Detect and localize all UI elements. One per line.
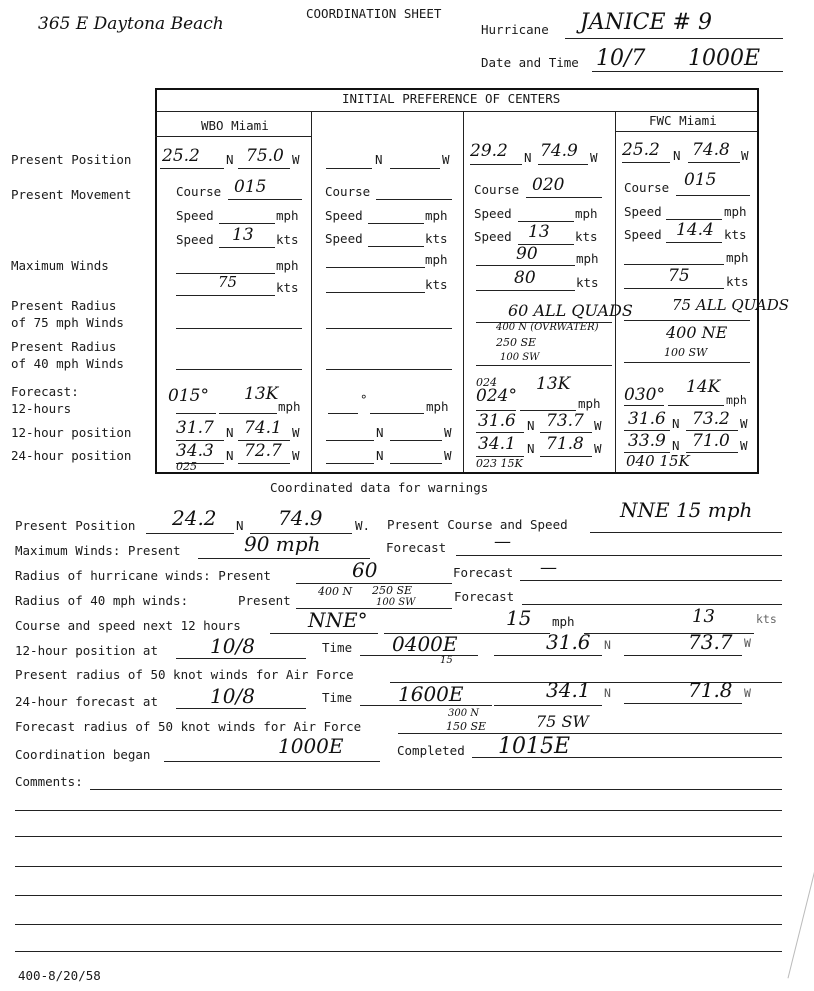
c2-fc-mph: mph bbox=[426, 399, 449, 414]
c4-speed-label: Speed bbox=[624, 204, 662, 219]
af50-label: Present radius of 50 knot winds for Air Force bbox=[15, 667, 354, 682]
c2-pos24-n: N bbox=[376, 448, 384, 463]
fc24-lat: 34.1 bbox=[546, 678, 591, 702]
c2-course-label: Course bbox=[325, 184, 371, 199]
next12-mph-value: 15 bbox=[506, 606, 532, 630]
fc50-b: 150 SE bbox=[446, 720, 487, 733]
c1-w: W bbox=[292, 152, 300, 167]
radius40-value-b: 250 SE bbox=[372, 584, 413, 597]
radius40-value-c: 100 SW bbox=[376, 597, 416, 608]
row-label-radius75-2: of 75 mph Winds bbox=[11, 315, 124, 330]
c4-pos24-w: W bbox=[740, 438, 748, 453]
c4-radius75: 75 ALL QUADS bbox=[672, 296, 789, 314]
forecast-dash-1: — bbox=[494, 532, 511, 552]
hurricane-label: Hurricane bbox=[481, 22, 549, 37]
c1-max-mph: mph bbox=[276, 258, 299, 273]
present-position-label: Present Position bbox=[15, 518, 136, 533]
fc50-a: 300 N bbox=[448, 708, 480, 719]
row-label-present-movement: Present Movement bbox=[11, 187, 132, 202]
date-value: 10/7 bbox=[596, 46, 646, 71]
c4-radius40-b: 100 SW bbox=[664, 346, 708, 359]
c4-pos12-n: N bbox=[672, 416, 680, 431]
c2-pos12-n: N bbox=[376, 425, 384, 440]
forecast-label-3: Forecast bbox=[454, 589, 515, 604]
c3-speed2-label: Speed bbox=[474, 229, 512, 244]
c4-course-label: Course bbox=[624, 180, 670, 195]
c3-speed-kts: 13 bbox=[528, 222, 550, 242]
max-winds-value: 90 mph bbox=[244, 532, 321, 556]
c4-pos12-lat: 31.6 bbox=[628, 409, 666, 429]
c4-speed2-label: Speed bbox=[624, 227, 662, 242]
c4-w: W bbox=[741, 148, 749, 163]
row-label-12-hour-position: 12-hour position bbox=[11, 425, 132, 440]
c1-pos12-lat: 31.7 bbox=[176, 418, 214, 438]
c4-pos12-w: W bbox=[740, 416, 748, 431]
row-label-present-position: Present Position bbox=[11, 152, 132, 167]
max-winds-label: Maximum Winds: Present bbox=[15, 543, 181, 558]
hurricane-name: JANICE # 9 bbox=[580, 10, 712, 35]
c2-max-mph: mph bbox=[425, 252, 448, 267]
c3-course-label: Course bbox=[474, 182, 520, 197]
pos12-time-sub: 15 bbox=[440, 655, 453, 666]
c3-course: 020 bbox=[532, 175, 565, 195]
present-lat: 24.2 bbox=[172, 506, 217, 530]
c3-fc-speed: 13K bbox=[536, 374, 571, 394]
c1-course-label: Course bbox=[176, 184, 222, 199]
column-header-wbo: WBO Miami bbox=[201, 118, 269, 133]
c3-speed-label: Speed bbox=[474, 206, 512, 221]
fc24-time: 1600E bbox=[398, 682, 464, 706]
c3-pos12-n: N bbox=[527, 418, 535, 433]
c1-course: 015 bbox=[234, 177, 267, 197]
c1-speed-kts: 13 bbox=[232, 225, 254, 245]
c1-pos24-lat: 34.3 bbox=[176, 441, 214, 461]
c3-radius40-a: 400 N (OVRWATER) bbox=[496, 322, 599, 333]
pos12-label: 12-hour position at bbox=[15, 643, 158, 658]
c3-max-mph-label: mph bbox=[576, 251, 599, 266]
c3-max-kts: 80 bbox=[514, 268, 536, 288]
table-title: INITIAL PREFERENCE OF CENTERS bbox=[342, 91, 561, 106]
c1-pos24-n: N bbox=[226, 448, 234, 463]
c2-pos24-w: W bbox=[444, 448, 452, 463]
c4-radius40-a: 400 NE bbox=[666, 323, 728, 342]
pos12-lon: 73.7 bbox=[688, 630, 733, 654]
pos12-n: N bbox=[604, 638, 611, 652]
date-time-label: Date and Time bbox=[481, 55, 579, 70]
location-note: 365 E Daytona Beach bbox=[38, 14, 224, 34]
pos12-date: 10/8 bbox=[210, 634, 255, 658]
c4-pos12-lon: 73.2 bbox=[692, 409, 730, 429]
hurricane-radius-value: 60 bbox=[352, 558, 378, 582]
c1-fc-course: 015° bbox=[168, 386, 209, 406]
c3-present-lon: 74.9 bbox=[540, 141, 578, 161]
c3-pos24-w: W bbox=[594, 441, 602, 456]
column-header-fwc: FWC Miami bbox=[649, 113, 717, 128]
c4-pos24-lat: 33.9 bbox=[628, 431, 666, 451]
c4-fc-mph: mph bbox=[726, 393, 747, 407]
c4-fc-speed: 14K bbox=[686, 377, 721, 397]
fc50-label: Forecast radius of 50 knot winds for Air Force bbox=[15, 719, 362, 734]
c3-pos24-note: 023 15K bbox=[476, 457, 523, 470]
c3-pos24-lon: 71.8 bbox=[546, 434, 584, 454]
c4-pos24-note: 040 15K bbox=[626, 452, 690, 470]
c4-present-lon: 74.8 bbox=[692, 140, 730, 160]
c1-fc-mph: mph bbox=[278, 399, 301, 414]
forecast-label-1: Forecast bbox=[386, 540, 447, 555]
c2-speed-label: Speed bbox=[325, 208, 363, 223]
fc24-date: 10/8 bbox=[210, 684, 255, 708]
c4-kts: kts bbox=[724, 227, 747, 242]
c1-pos12-n: N bbox=[226, 425, 234, 440]
row-label-forecast: Forecast: bbox=[11, 384, 79, 399]
pos12-time: 0400E bbox=[392, 632, 458, 656]
c1-speed2-label: Speed bbox=[176, 232, 214, 247]
c1-kts: kts bbox=[276, 232, 299, 247]
present-lon: 74.9 bbox=[278, 506, 323, 530]
fc24-label: 24-hour forecast at bbox=[15, 694, 158, 709]
pos12-lat: 31.6 bbox=[546, 630, 591, 654]
hurricane-radius-label: Radius of hurricane winds: Present bbox=[15, 568, 271, 583]
row-label-radius40-1: Present Radius bbox=[11, 339, 117, 354]
c2-kts: kts bbox=[425, 231, 448, 246]
c3-fc-mph: mph bbox=[578, 396, 601, 411]
completed-value: 1015E bbox=[498, 734, 571, 759]
next12-kts-value: 13 bbox=[692, 606, 715, 627]
forecast-dash-2: — bbox=[540, 558, 557, 578]
c4-n: N bbox=[673, 148, 681, 163]
c1-fc-speed: 13K bbox=[244, 384, 279, 404]
c2-deg: ° bbox=[360, 392, 368, 407]
c4-mph: mph bbox=[724, 204, 747, 219]
c3-mph: mph bbox=[575, 206, 598, 221]
c3-radius40-c: 100 SW bbox=[500, 352, 540, 363]
next12-label: Course and speed next 12 hours bbox=[15, 618, 241, 633]
c4-course: 015 bbox=[684, 170, 717, 190]
present-w: W. bbox=[355, 518, 371, 533]
c1-present-lat: 25.2 bbox=[162, 146, 200, 166]
c1-speed-label: Speed bbox=[176, 208, 214, 223]
present-n: N bbox=[236, 518, 244, 533]
c1-present-lon: 75.0 bbox=[246, 146, 284, 166]
fc50-c: 75 SW bbox=[536, 712, 589, 731]
c2-pos12-w: W bbox=[444, 425, 452, 440]
course-speed-label: Present Course and Speed bbox=[387, 517, 568, 532]
c2-speed2-label: Speed bbox=[325, 231, 363, 246]
c2-mph: mph bbox=[425, 208, 448, 223]
c4-present-lat: 25.2 bbox=[622, 140, 660, 160]
c1-pos24-w: W bbox=[292, 448, 300, 463]
row-label-24-hour-position: 24-hour position bbox=[11, 448, 132, 463]
c3-max-mph: 90 bbox=[516, 244, 538, 264]
c3-pos12-w: W bbox=[594, 418, 602, 433]
c1-max-kts: 75 bbox=[218, 273, 238, 291]
c4-max-kts: 75 bbox=[668, 266, 690, 286]
c4-speed-kts: 14.4 bbox=[676, 220, 714, 240]
c1-max-kts-label: kts bbox=[276, 280, 299, 295]
c4-fc-course: 030° bbox=[624, 385, 665, 405]
c2-n: N bbox=[375, 152, 383, 167]
pos12-w: W bbox=[744, 636, 751, 650]
comments-label: Comments: bbox=[15, 774, 83, 789]
c2-w: W bbox=[442, 152, 450, 167]
next12-direction: NNE° bbox=[308, 608, 368, 632]
c1-n: N bbox=[226, 152, 234, 167]
c4-max-mph: mph bbox=[726, 250, 749, 265]
c4-max-kts-label: kts bbox=[726, 274, 749, 289]
next12-kts-label: kts bbox=[756, 612, 777, 626]
c1-pos12-w: W bbox=[292, 425, 300, 440]
coordination-began-value: 1000E bbox=[278, 734, 344, 758]
c3-n: N bbox=[524, 150, 532, 165]
radius40-value-a: 400 N bbox=[318, 585, 353, 598]
next12-mph-label: mph bbox=[552, 614, 575, 629]
row-label-radius75-1: Present Radius bbox=[11, 298, 117, 313]
c3-present-lat: 29.2 bbox=[470, 141, 508, 161]
c1-pos24-note: 025 bbox=[176, 460, 197, 473]
c3-radius75: 60 ALL QUADS bbox=[508, 301, 633, 320]
c3-pos24-lat: 34.1 bbox=[478, 434, 516, 454]
time-value: 1000E bbox=[688, 46, 761, 71]
coordination-began-label: Coordination began bbox=[15, 747, 151, 762]
radius40-present-label: Present bbox=[238, 593, 291, 608]
c3-kts: kts bbox=[575, 229, 598, 244]
radius40-label: Radius of 40 mph winds: bbox=[15, 593, 189, 608]
form-number: 400-8/20/58 bbox=[18, 968, 101, 983]
fc24-w: W bbox=[744, 686, 751, 700]
c1-pos24-lon: 72.7 bbox=[244, 441, 282, 461]
page-title: COORDINATION SHEET bbox=[306, 6, 442, 21]
c3-w: W bbox=[590, 150, 598, 165]
c4-pos24-n: N bbox=[672, 438, 680, 453]
c3-pos24-n: N bbox=[527, 441, 535, 456]
c3-radius40-b: 250 SE bbox=[496, 336, 537, 349]
c1-mph: mph bbox=[276, 208, 299, 223]
c4-pos24-lon: 71.0 bbox=[692, 431, 730, 451]
c3-fc-course: 024° bbox=[476, 386, 517, 406]
row-label-12-hours: 12-hours bbox=[11, 401, 72, 416]
course-speed-value: NNE 15 mph bbox=[620, 498, 753, 522]
row-label-maximum-winds: Maximum Winds bbox=[11, 258, 109, 273]
fc24-n: N bbox=[604, 686, 611, 700]
c3-pos12-lat: 31.6 bbox=[478, 411, 516, 431]
c3-fc-note: 024 bbox=[476, 376, 497, 389]
fc24-lon: 71.8 bbox=[688, 678, 733, 702]
fc24-time-label: Time bbox=[322, 690, 353, 705]
forecast-label-2: Forecast bbox=[453, 565, 514, 580]
c1-pos12-lon: 74.1 bbox=[244, 418, 282, 438]
c3-pos12-lon: 73.7 bbox=[546, 411, 584, 431]
pos12-time-label: Time bbox=[322, 640, 353, 655]
completed-label: Completed bbox=[397, 743, 465, 758]
c3-max-kts-label: kts bbox=[576, 275, 599, 290]
row-label-radius40-2: of 40 mph Winds bbox=[11, 356, 124, 371]
warnings-title: Coordinated data for warnings bbox=[270, 480, 489, 495]
c2-max-kts: kts bbox=[425, 277, 448, 292]
